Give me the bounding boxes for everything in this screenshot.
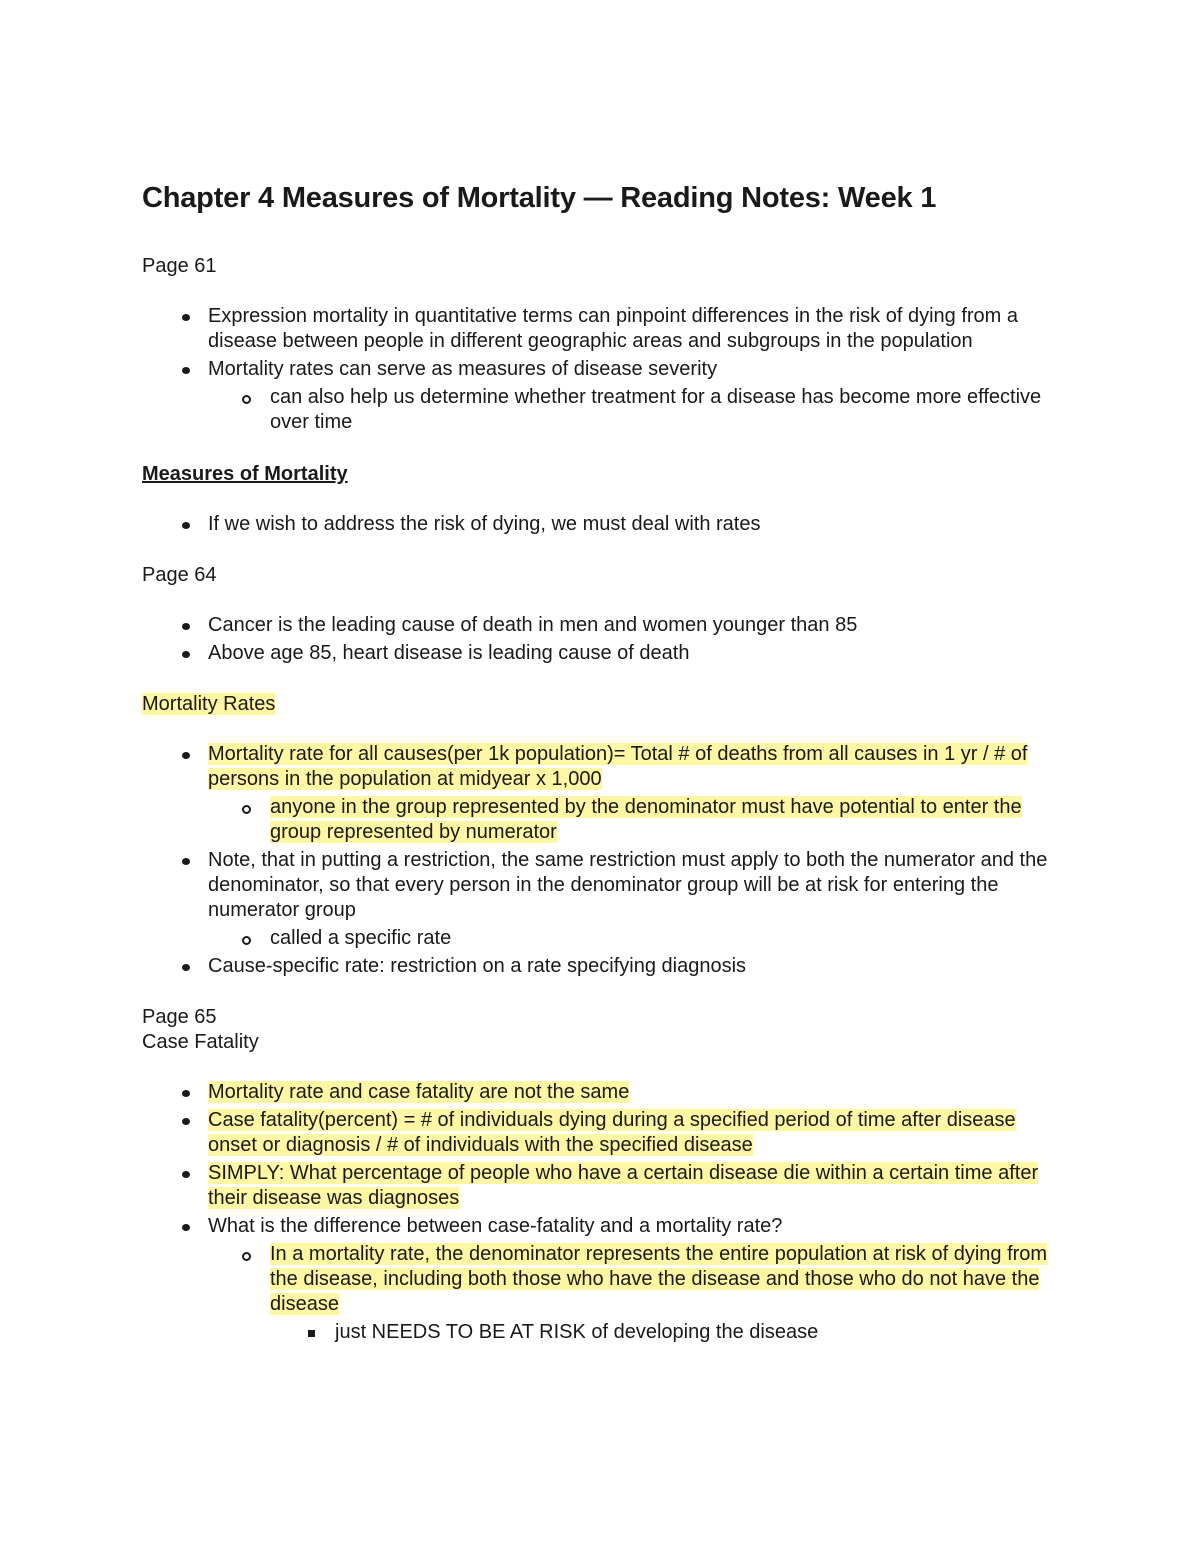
bullet-disc-icon [182, 651, 190, 658]
bullet-disc-icon [182, 623, 190, 630]
sublist [142, 795, 1062, 845]
sublist [142, 926, 1062, 951]
bullet-disc-icon [182, 1171, 190, 1178]
list-item: Mortality rate for all causes(per 1k population)= Total # of deaths from all causes in 1 yr / # of persons in the population at midyear x 1,000 anyone in the group represented by the denominator must have potential to enter the group represented by numerator [142, 742, 1062, 845]
list-item: can also help us determine whether treatment for a disease has become more effective over time [142, 385, 1062, 435]
list-item: just NEEDS TO BE AT RISK of developing the disease [142, 1320, 1062, 1345]
bullet-disc-icon [182, 964, 190, 971]
list-item: What is the difference between case-fatality and a mortality rate? In a mortality rate, the denominator represents the entire population at risk of dying from the disease, including both those who have the disease and those who do not have the disease just NEEDS TO BE AT RISK of developing the disease [142, 1214, 1062, 1345]
list-item: Note, that in putting a restriction, the same restriction must apply to both the numerator and the denominator, so that every person in the denominator group will be at risk for entering the numerator group called a specific rate [142, 848, 1062, 951]
page-label-64: Page 64 [142, 564, 217, 586]
list-page-61 [142, 304, 1062, 435]
list-item: In a mortality rate, the denominator represents the entire population at risk of dying from the disease, including both those who have the disease and those who do not have the disease just NEEDS TO BE AT RISK of developing the disease [142, 1242, 1062, 1345]
sublist [142, 1242, 1062, 1345]
bullet-circle-icon [242, 805, 251, 814]
page-label-61: Page 61 [142, 255, 217, 277]
list-item: anyone in the group represented by the denominator must have potential to enter the group represented by numerator [142, 795, 1062, 845]
bullet-disc-icon [182, 858, 190, 865]
bullet-disc-icon [182, 522, 190, 529]
bullet-circle-icon [242, 936, 251, 945]
list-item: Expression mortality in quantitative terms can pinpoint differences in the risk of dying from a disease between people in different geographic areas and subgroups in the population [142, 304, 1062, 354]
list-measures [142, 512, 1062, 537]
list-item: SIMPLY: What percentage of people who have a certain disease die within a certain time after their disease was diagnoses [142, 1161, 1062, 1211]
list-item: called a specific rate [142, 926, 1062, 951]
bullet-disc-icon [182, 1224, 190, 1231]
list-item: Mortality rates can serve as measures of disease severity can also help us determine whether treatment for a disease has become more effective over time [142, 357, 1062, 435]
list-item: If we wish to address the risk of dying, we must deal with rates [142, 512, 1062, 537]
heading-case-fatality: Case Fatality [142, 1031, 259, 1053]
bullet-disc-icon [182, 1118, 190, 1125]
bullet-circle-icon [242, 1252, 251, 1261]
list-item: Above age 85, heart disease is leading cause of death [142, 641, 1062, 666]
list-item: Case fatality(percent) = # of individuals dying during a specified period of time after disease onset or diagnosis / # of individuals with the specified disease [142, 1108, 1062, 1158]
bullet-disc-icon [182, 1090, 190, 1097]
document-title: Chapter 4 Measures of Mortality — Reading Notes: Week 1 [142, 182, 937, 214]
heading-measures-of-mortality: Measures of Mortality [142, 463, 348, 485]
bullet-disc-icon [182, 367, 190, 374]
list-case-fatality [142, 1080, 1062, 1345]
list-item: Cause-specific rate: restriction on a rate specifying diagnosis [142, 954, 1062, 979]
list-item: Mortality rate and case fatality are not the same [142, 1080, 1062, 1105]
list-page-64 [142, 613, 1062, 666]
document-page [142, 178, 1062, 1345]
bullet-disc-icon [182, 752, 190, 759]
heading-mortality-rates: Mortality Rates [142, 693, 276, 715]
page-label-65: Page 65 [142, 1006, 217, 1028]
bullet-circle-icon [242, 395, 251, 404]
sublist [142, 385, 1062, 435]
list-item: Cancer is the leading cause of death in men and women younger than 85 [142, 613, 1062, 638]
list-mortality-rates [142, 742, 1062, 979]
bullet-disc-icon [182, 314, 190, 321]
sublist [142, 1320, 1062, 1345]
bullet-square-icon [308, 1330, 315, 1337]
